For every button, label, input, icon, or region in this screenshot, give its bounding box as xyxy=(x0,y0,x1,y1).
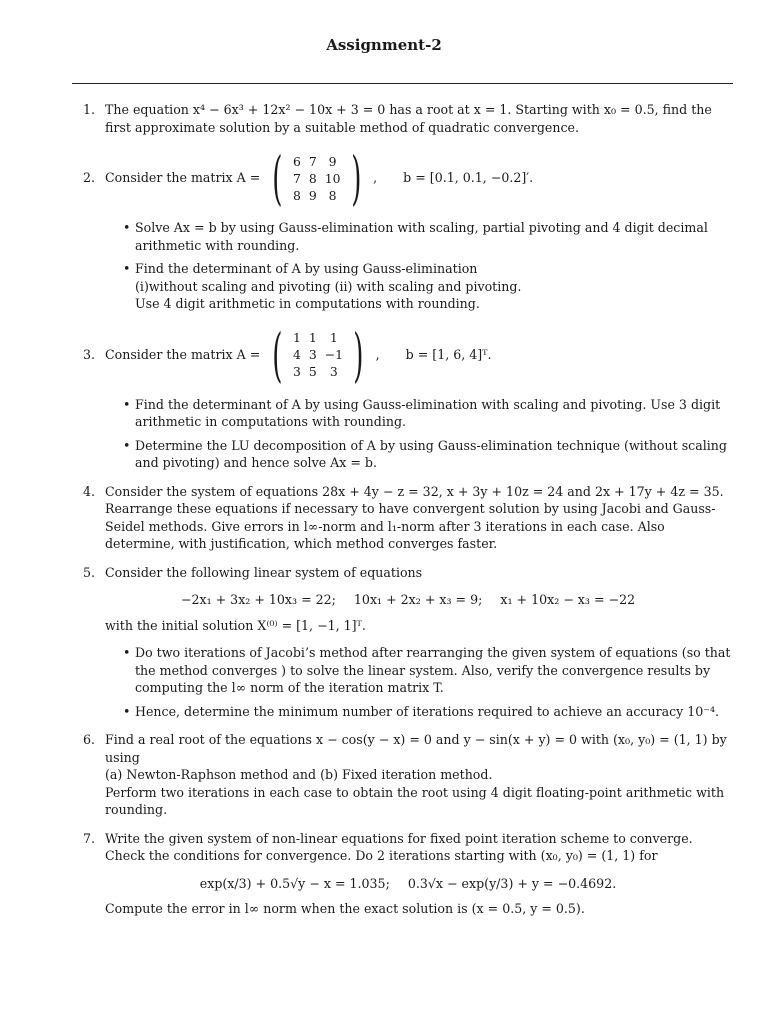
bullet-item xyxy=(135,437,733,472)
matrix-cell: −1 xyxy=(324,347,343,362)
matrix-cell: 1 xyxy=(329,330,338,345)
matrix-line xyxy=(105,144,733,212)
question-number: 1. xyxy=(83,102,96,117)
vector-b: b = [0.1, 0.1, −0.2]′. xyxy=(403,170,534,186)
bullet-list xyxy=(105,396,733,472)
bullet-text: Use 4 digit arithmetic in computations with rounding. xyxy=(135,296,480,311)
bullet-text: Solve Ax = b by using Gauss-elimination with scaling, partial pivoting and 4 digit decimal arithmetic with rounding. xyxy=(135,220,708,253)
matrix-cell: 5 xyxy=(308,364,317,379)
bullet-text: Determine the LU decomposition of A by using Gauss-elimination technique (without scaling and pivoting) and hence solve Ax = b. xyxy=(135,437,727,470)
matrix-line xyxy=(105,320,733,389)
bullet-text: Find the determinant of A by using Gauss-elimination with scaling and pivoting. Use 3 digit arithmetic in computations with rounding. xyxy=(135,396,721,429)
question-number: 5. xyxy=(83,564,96,580)
bullet-item xyxy=(135,219,733,254)
matrix-cell: 6 xyxy=(292,153,301,169)
matrix-cell: 4 xyxy=(292,347,301,362)
matrix-cell: 3 xyxy=(292,364,301,379)
page-title: Assignment-2 xyxy=(326,36,442,54)
bullet-list xyxy=(105,644,733,720)
bullet-item xyxy=(135,644,733,697)
matrix-prefix: Consider the matrix A = xyxy=(105,170,261,186)
left-paren: ( xyxy=(272,144,283,212)
right-paren: ) xyxy=(350,144,361,212)
bullet-text: Hence, determine the minimum number of iterations required to achieve an accuracy 10⁻⁴. xyxy=(135,703,719,719)
question-text: Find a real root of the equations x − cos(y − x) = 0 and y − sin(x + y) = 0 with (x₀, y₀) = (1, 1) by using xyxy=(105,732,727,765)
equation: exp(x/3) + 0.5√y − x = 1.035; xyxy=(199,875,390,891)
question-2 xyxy=(83,144,733,313)
matrix-cell: 1 xyxy=(292,330,301,345)
question-6 xyxy=(83,731,733,819)
matrix-table xyxy=(289,153,345,204)
question-3 xyxy=(83,320,733,472)
question-text: Consider the system of equations 28x + 4y − z = 32, x + 3y + 10z = 24 and 2x + 17y + 4z = 35. Rearrange these equations if necessary to have convergent solution by using Jacobi and Gauss-Seidel methods. Give errors in l∞-norm and l₁-norm after 3 iterations in each case. Also determine, with justification, which method converges faster. xyxy=(105,483,724,551)
question-1 xyxy=(83,101,733,136)
question-text: (a) Newton-Raphson method and (b) Fixed iteration method. xyxy=(105,767,493,782)
question-number: 7. xyxy=(83,830,96,846)
bullet-item xyxy=(135,260,733,313)
equation: 0.3√x − exp(y/3) + y = −0.4692. xyxy=(407,875,617,891)
right-paren: ) xyxy=(353,320,364,389)
bullet-text: • Find the determinant of A by using Gauss-elimination xyxy=(135,261,478,276)
bullet-item xyxy=(135,396,733,431)
bullet-item xyxy=(135,703,733,721)
matrix-cell: 9 xyxy=(328,153,337,169)
matrix-cell: 8 xyxy=(308,170,317,186)
assignment-body xyxy=(83,101,733,929)
question-7 xyxy=(83,830,733,918)
matrix-cell: 3 xyxy=(308,347,317,362)
comma: , xyxy=(375,346,380,362)
matrix-cell: 8 xyxy=(292,187,301,203)
equation: −2x₁ + 3x₂ + 10x₃ = 22; xyxy=(180,592,336,607)
question-number: 4. xyxy=(83,483,96,499)
bullet-text: (i)without scaling and pivoting (ii) with scaling and pivoting. xyxy=(135,278,522,294)
matrix-prefix: Consider the matrix A = xyxy=(105,346,261,362)
question-5 xyxy=(83,564,733,721)
equation: 10x₁ + 2x₂ + x₃ = 9; xyxy=(353,592,483,607)
question-text: Compute the error in l∞ norm when the exact solution is (x = 0.5, y = 0.5). xyxy=(105,901,585,916)
matrix-cell: 10 xyxy=(324,170,341,186)
comma: , xyxy=(373,170,378,186)
matrix-cell: 1 xyxy=(308,330,317,345)
matrix-cell: 7 xyxy=(308,153,317,169)
question-text: Consider the following linear system of equations xyxy=(105,564,423,580)
bullet-text: Do two iterations of Jacobi’s method after rearranging the given system of equations (so that the method converges ) to solve the linear system. Also, verify the convergence results by computing the l∞ norm of the iteration matrix T. xyxy=(135,645,731,695)
question-number: 6. xyxy=(83,732,96,747)
matrix-table xyxy=(289,329,347,380)
vector-b: b = [1, 6, 4]ᵀ. xyxy=(405,346,492,362)
matrix-A xyxy=(266,144,367,212)
question-text: Perform two iterations in each case to obtain the root using 4 digit floating-point arithmetic with rounding. xyxy=(105,784,725,817)
matrix-cell: 3 xyxy=(329,364,338,379)
matrix-cell: 8 xyxy=(328,187,337,203)
left-paren: ( xyxy=(272,320,283,389)
matrix-cell: 9 xyxy=(308,187,317,203)
matrix-A xyxy=(266,320,369,389)
equation-display xyxy=(83,875,733,893)
bullet-list xyxy=(105,219,733,313)
question-number: 3. xyxy=(83,346,96,362)
question-4 xyxy=(83,483,733,553)
matrix-cell: 7 xyxy=(292,170,301,186)
equation: x₁ + 10x₂ − x₃ = −22 xyxy=(500,592,636,607)
equation-display xyxy=(83,591,733,609)
question-text: Write the given system of non-linear equations for fixed point iteration scheme to converge. Check the conditions for convergence. Do 2 iterations starting with (x₀, y₀) = (1, 1) for xyxy=(105,830,693,863)
question-text: The equation x⁴ − 6x³ + 12x² − 10x + 3 = 0 has a root at x = 1. Starting with x₀ = 0.5, find the first approximate solution by a suitable method of quadratic convergence. xyxy=(105,102,712,135)
question-number: 2. xyxy=(83,170,96,185)
initial-solution: with the initial solution X⁽⁰⁾ = [1, −1, 1]ᵀ. xyxy=(105,617,366,633)
title-rule xyxy=(72,83,733,84)
